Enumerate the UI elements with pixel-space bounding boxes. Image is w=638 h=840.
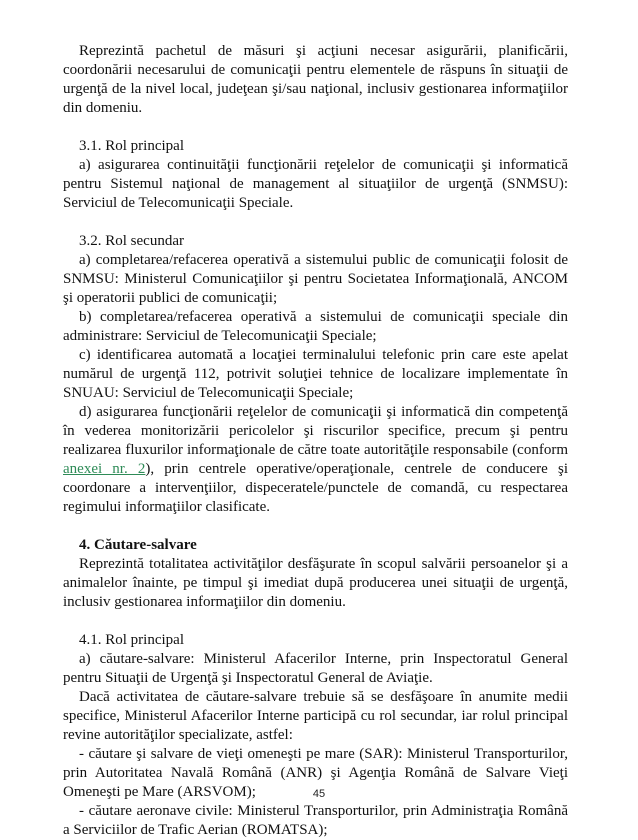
section-3-2-heading: 3.2. Rol secundar	[79, 233, 184, 249]
section-4-1-heading: 4.1. Rol principal	[79, 632, 184, 648]
section-4-1-item-a: a) căutare-salvare: Ministerul Afacerilor Interne, prin Inspectoratul General pentru Situaţii de Urgenţă şi Inspectoratul General de Aviaţie.	[63, 651, 568, 686]
section-3-2-item-b: b) completarea/refacerea operativă a sistemului de comunicaţii speciale din administrare: Serviciul de Telecomunicaţii Speciale;	[63, 309, 568, 344]
page-number: 45	[312, 788, 326, 800]
section-4-1-sea-rescue: - căutare şi salvare de vieţi omeneşti pe mare (SAR): Ministerul Transporturilor, prin Autoritatea Navală Română (ANR) şi Agenţia Română de Salvare Vieţi Omeneşti pe Mare (ARSVOM);	[63, 746, 568, 800]
spacer	[63, 612, 568, 631]
section-3-2-item-a: a) completarea/refacerea operativă a sistemului public de comunicaţii folosit de SNMSU: Ministerul Comunicaţiilor şi pentru Societatea Informaţională, ANCOM şi operatorii publici de comunicaţii;	[63, 252, 568, 306]
section-4-1-note: Dacă activitatea de căutare-salvare trebuie să se desfăşoare în anumite medii specifice, Ministerul Afacerilor Interne participă cu rol secundar, iar rolul principal revine autorităţilor specializate, astfel:	[63, 689, 568, 743]
section-3-2-item-d	[63, 403, 568, 517]
section-4-heading: 4. Căutare-salvare	[79, 537, 197, 553]
section-3-2-item-c: c) identificarea automată a locaţiei terminalului telefonic prin care este apelat numărul de urgenţă 112, potrivit soluţiei tehnice de localizare implementate în SNUAU: Serviciul de Telecomunicaţii Speciale;	[63, 347, 568, 401]
intro-paragraph: Reprezintă pachetul de măsuri şi acţiuni necesar asigurării, planificării, coordonării necesarului de comunicaţii pentru elementele de răspuns în situaţii de urgenţă de la nivel local, judeţean şi/sau naţional, inclusiv gestionarea informaţiilor din domeniu.	[63, 43, 568, 116]
spacer	[63, 118, 568, 137]
item-d-text-start: d) asigurarea funcţionării reţelelor de comunicaţii şi informatică din competenţă în vederea monitorizării pericolelor şi riscurilor specifice, precum şi pentru realizarea fluxurilor informaţionale de către toate autorităţile responsabile (conform	[63, 404, 568, 458]
item-d-text-end: ), prin centrele operative/operaţionale, centrele de conducere şi coordonare a intervenţiilor, dispeceratele/punctele de comandă, cu respectarea regimului informaţiilor clasificate.	[63, 461, 569, 515]
spacer	[63, 213, 568, 232]
annex-2-link[interactable]: anexei nr. 2	[63, 461, 146, 477]
section-4-1-air-search: - căutare aeronave civile: Ministerul Transporturilor, prin Administraţia Română a Serviciilor de Trafic Aerian (ROMATSA);	[63, 803, 568, 838]
section-3-1-heading: 3.1. Rol principal	[79, 138, 184, 154]
section-4-intro: Reprezintă totalitatea activităţilor desfăşurate în scopul salvării persoanelor şi a animalelor înainte, pe timpul şi imediat după producerea unei situaţii de urgenţă, inclusiv gestionarea informaţiilor din domeniu.	[63, 556, 568, 610]
document-page	[63, 42, 568, 840]
section-3-1-item-a: a) asigurarea continuităţii funcţionării reţelelor de comunicaţii şi informatică pentru Sistemul naţional de management al situaţiilor de urgenţă (SNMSU): Serviciul de Telecomunicaţii Speciale.	[63, 157, 568, 211]
spacer	[63, 517, 568, 536]
